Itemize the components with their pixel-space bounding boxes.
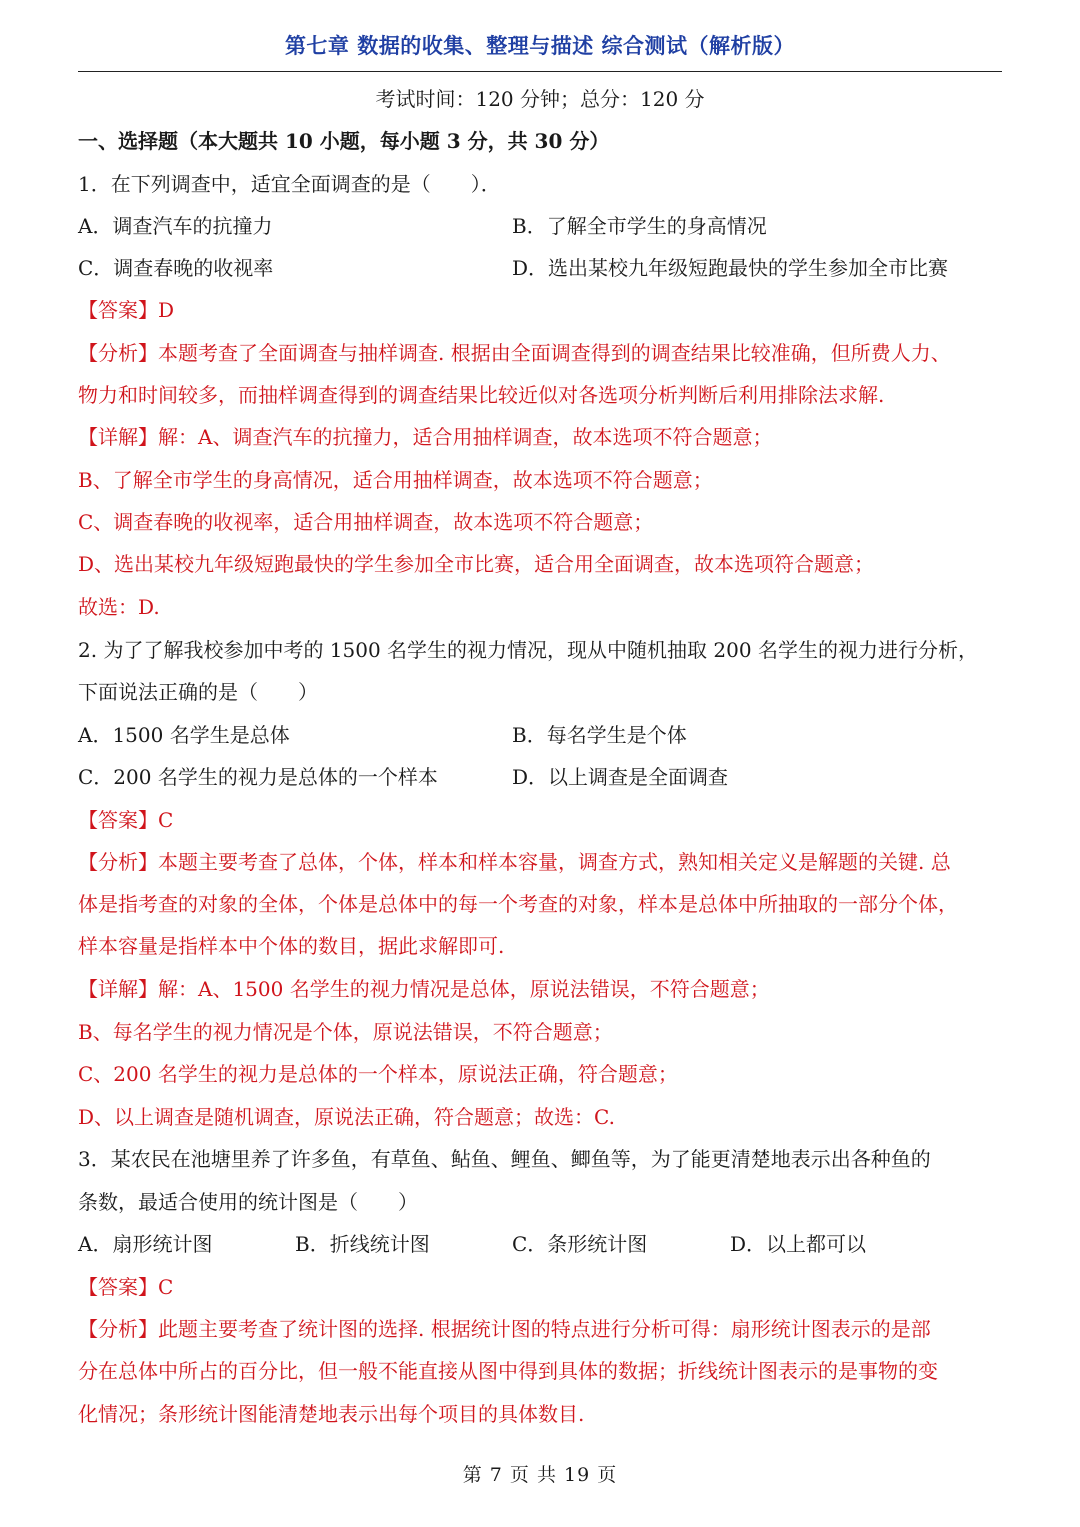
q2-option-c: C．200 名学生的视力是总体的一个样本 — [78, 765, 438, 789]
q1-option-a: A．调查汽车的抗撞力 — [78, 214, 273, 238]
q2-option-b: B．每名学生是个体 — [512, 723, 687, 747]
q2-stem-line: 下面说法正确的是（ ） — [78, 680, 318, 704]
exam-info: 考试时间：120 分钟；总分：120 分 — [375, 87, 705, 111]
q3-stem-line: 条数，最适合使用的统计图是（ ） — [78, 1190, 418, 1214]
q2-option-a: A．1500 名学生是总体 — [78, 723, 290, 747]
section-title: 一、选择题（本大题共 10 小题，每小题 3 分，共 30 分） — [78, 129, 610, 153]
q1-answer: 【答案】D — [78, 298, 175, 322]
q1-detail-line: D、选出某校九年级短跑最快的学生参加全市比赛，适合用全面调查，故本选项符合题意； — [78, 552, 875, 576]
q2-option-d: D．以上调查是全面调查 — [512, 765, 729, 789]
page-number: 第 7 页 共 19 页 — [462, 1464, 618, 1486]
q2-detail-line: B、每名学生的视力情况是个体，原说法错误，不符合题意； — [78, 1020, 613, 1044]
q3-option-d: D．以上都可以 — [730, 1232, 867, 1256]
q3-stem-line: 3．某农民在池塘里养了许多鱼，有草鱼、鲇鱼、鲤鱼、鲫鱼等，为了能更清楚地表示出各种鱼的 — [78, 1147, 931, 1171]
q3-analysis-line: 分在总体中所占的百分比，但一般不能直接从图中得到具体的数据；折线统计图表示的是事物的变 — [78, 1359, 938, 1383]
q2-detail-line: D、以上调查是随机调查，原说法正确，符合题意；故选：C. — [78, 1105, 615, 1129]
q3-analysis-line: 【分析】此题主要考查了统计图的选择. 根据统计图的特点进行分析可得：扇形统计图表示的是部 — [78, 1317, 931, 1341]
q2-answer: 【答案】C — [78, 808, 174, 832]
q2-analysis-line: 体是指考查的对象的全体，个体是总体中的每一个考查的对象，样本是总体中所抽取的一部分个体， — [78, 892, 958, 916]
q2-detail-line: C、200 名学生的视力是总体的一个样本，原说法正确，符合题意； — [78, 1062, 678, 1086]
q3-option-a: A．扇形统计图 — [78, 1232, 213, 1256]
q1-detail-line: 【详解】解：A、调查汽车的抗撞力，适合用抽样调查，故本选项不符合题意； — [78, 425, 773, 449]
q3-answer: 【答案】C — [78, 1275, 174, 1299]
q2-detail-line: 【详解】解：A、1500 名学生的视力情况是总体，原说法错误，不符合题意； — [78, 977, 770, 1001]
q1-option-d: D．选出某校九年级短跑最快的学生参加全市比赛 — [512, 256, 949, 280]
q2-analysis-line: 样本容量是指样本中个体的数目，据此求解即可. — [78, 934, 505, 958]
q3-option-c: C．条形统计图 — [512, 1232, 648, 1256]
q1-detail-line: 故选：D. — [78, 595, 160, 619]
header-divider — [78, 71, 1002, 72]
page-header-title: 第七章 数据的收集、整理与描述 综合测试（解析版） — [284, 33, 796, 58]
q2-analysis-line: 【分析】本题主要考查了总体，个体，样本和样本容量，调查方式，熟知相关定义是解题的关键. 总 — [78, 850, 951, 874]
q1-detail-line: B、了解全市学生的身高情况，适合用抽样调查，故本选项不符合题意； — [78, 468, 713, 492]
q3-analysis-line: 化情况；条形统计图能清楚地表示出每个项目的具体数目. — [78, 1402, 585, 1426]
q1-detail-line: C、调查春晚的收视率，适合用抽样调查，故本选项不符合题意； — [78, 510, 654, 534]
q1-stem: 1．在下列调查中，适宜全面调查的是（ ）． — [78, 172, 501, 196]
q3-option-b: B．折线统计图 — [295, 1232, 430, 1256]
q1-analysis-line: 物力和时间较多，而抽样调查得到的调查结果比较近似对各选项分析判断后利用排除法求解. — [78, 383, 885, 407]
q1-option-b: B．了解全市学生的身高情况 — [512, 214, 767, 238]
q2-stem-line: 2. 为了了解我校参加中考的 1500 名学生的视力情况，现从中随机抽取 200 名学生的视力进行分析， — [78, 638, 978, 662]
q1-option-c: C．调查春晚的收视率 — [78, 256, 274, 280]
q1-analysis-line: 【分析】本题考查了全面调查与抽样调查. 根据由全面调查得到的调查结果比较准确，但所费人力、 — [78, 341, 951, 365]
